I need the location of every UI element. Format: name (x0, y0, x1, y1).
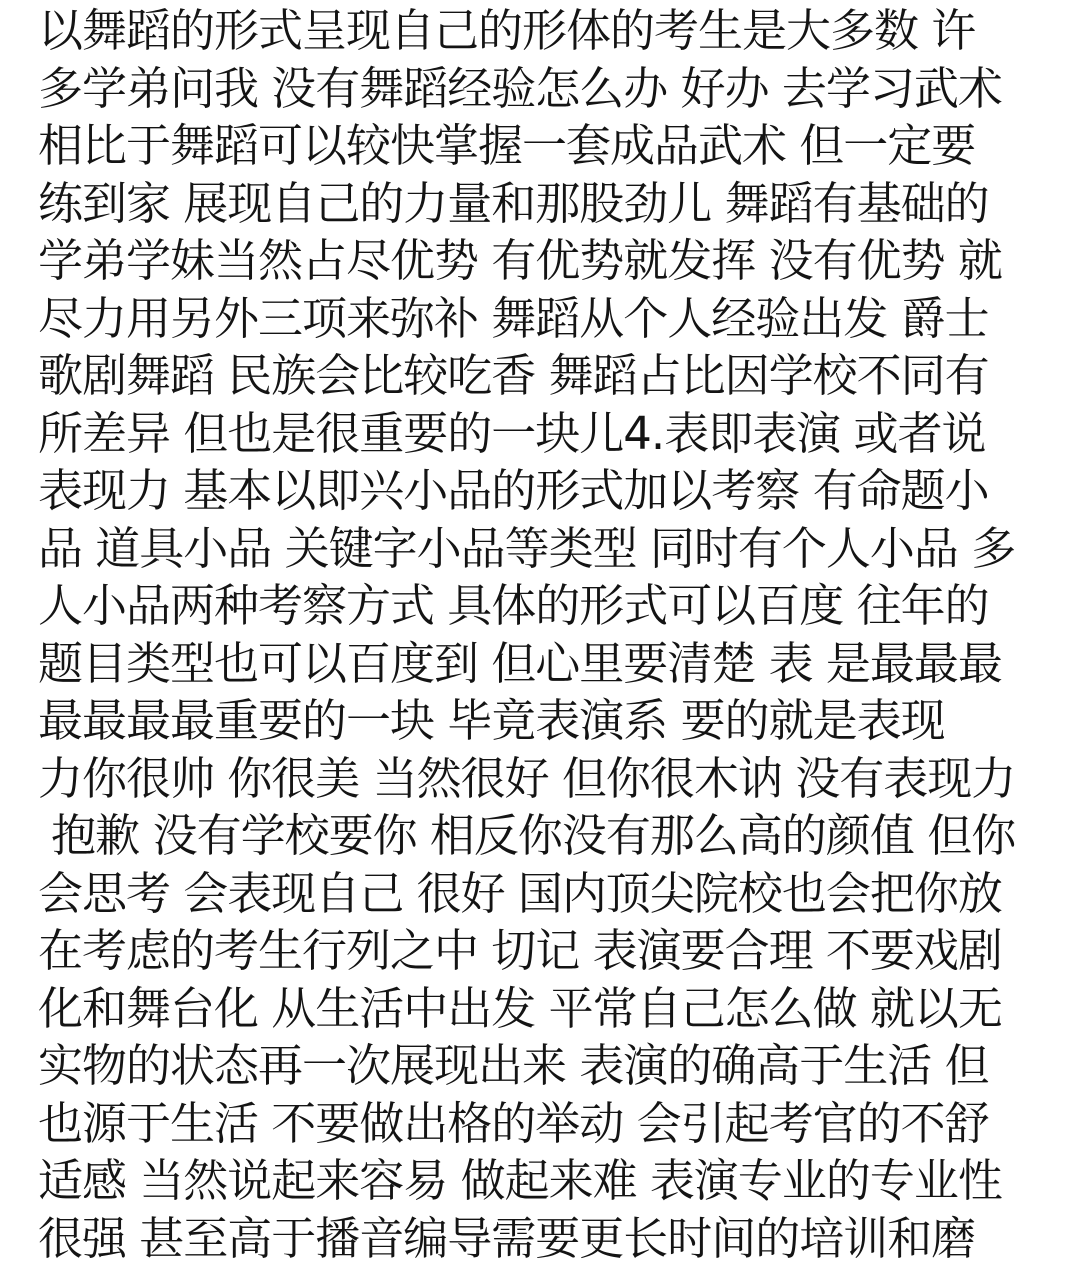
text-line: 人小品两种考察方式 具体的形式可以百度 往年的 (38, 577, 1078, 635)
text-line: 力你很帅 你很美 当然很好 但你很木讷 没有表现力 (38, 750, 1078, 808)
article-text (38, 2, 1078, 1267)
text-line: 题目类型也可以百度到 但心里要清楚 表 是最最最 (38, 635, 1078, 693)
text-line: 多学弟问我 没有舞蹈经验怎么办 好办 去学习武术 (38, 60, 1078, 118)
text-line: 最最最最重要的一块 毕竟表演系 要的就是表现 (38, 692, 1078, 750)
text-line: 实物的状态再一次展现出来 表演的确高于生活 但 (38, 1037, 1078, 1095)
text-line: 尽力用另外三项来弥补 舞蹈从个人经验出发 爵士 (38, 290, 1078, 348)
text-line: 也源于生活 不要做出格的举动 会引起考官的不舒 (38, 1095, 1078, 1153)
text-line: 会思考 会表现自己 很好 国内顶尖院校也会把你放 (38, 865, 1078, 923)
text-line: 以舞蹈的形式呈现自己的形体的考生是大多数 许 (38, 2, 1078, 60)
text-line: 学弟学妹当然占尽优势 有优势就发挥 没有优势 就 (38, 232, 1078, 290)
text-line: 适感 当然说起来容易 做起来难 表演专业的专业性 (38, 1152, 1078, 1210)
text-line: 品 道具小品 关键字小品等类型 同时有个人小品 多 (38, 520, 1078, 578)
text-line: 相比于舞蹈可以较快掌握一套成品武术 但一定要 (38, 117, 1078, 175)
text-line: 抱歉 没有学校要你 相反你没有那么高的颜值 但你 (38, 807, 1078, 865)
text-line: 练到家 展现自己的力量和那股劲儿 舞蹈有基础的 (38, 175, 1078, 233)
text-line: 歌剧舞蹈 民族会比较吃香 舞蹈占比因学校不同有 (38, 347, 1078, 405)
text-line: 在考虑的考生行列之中 切记 表演要合理 不要戏剧 (38, 922, 1078, 980)
text-line: 化和舞台化 从生活中出发 平常自己怎么做 就以无 (38, 980, 1078, 1038)
text-line: 表现力 基本以即兴小品的形式加以考察 有命题小 (38, 462, 1078, 520)
text-line: 所差异 但也是很重要的一块儿4.表即表演 或者说 (38, 405, 1078, 463)
text-line: 很强 甚至高于播音编导需要更长时间的培训和磨 (38, 1210, 1078, 1267)
